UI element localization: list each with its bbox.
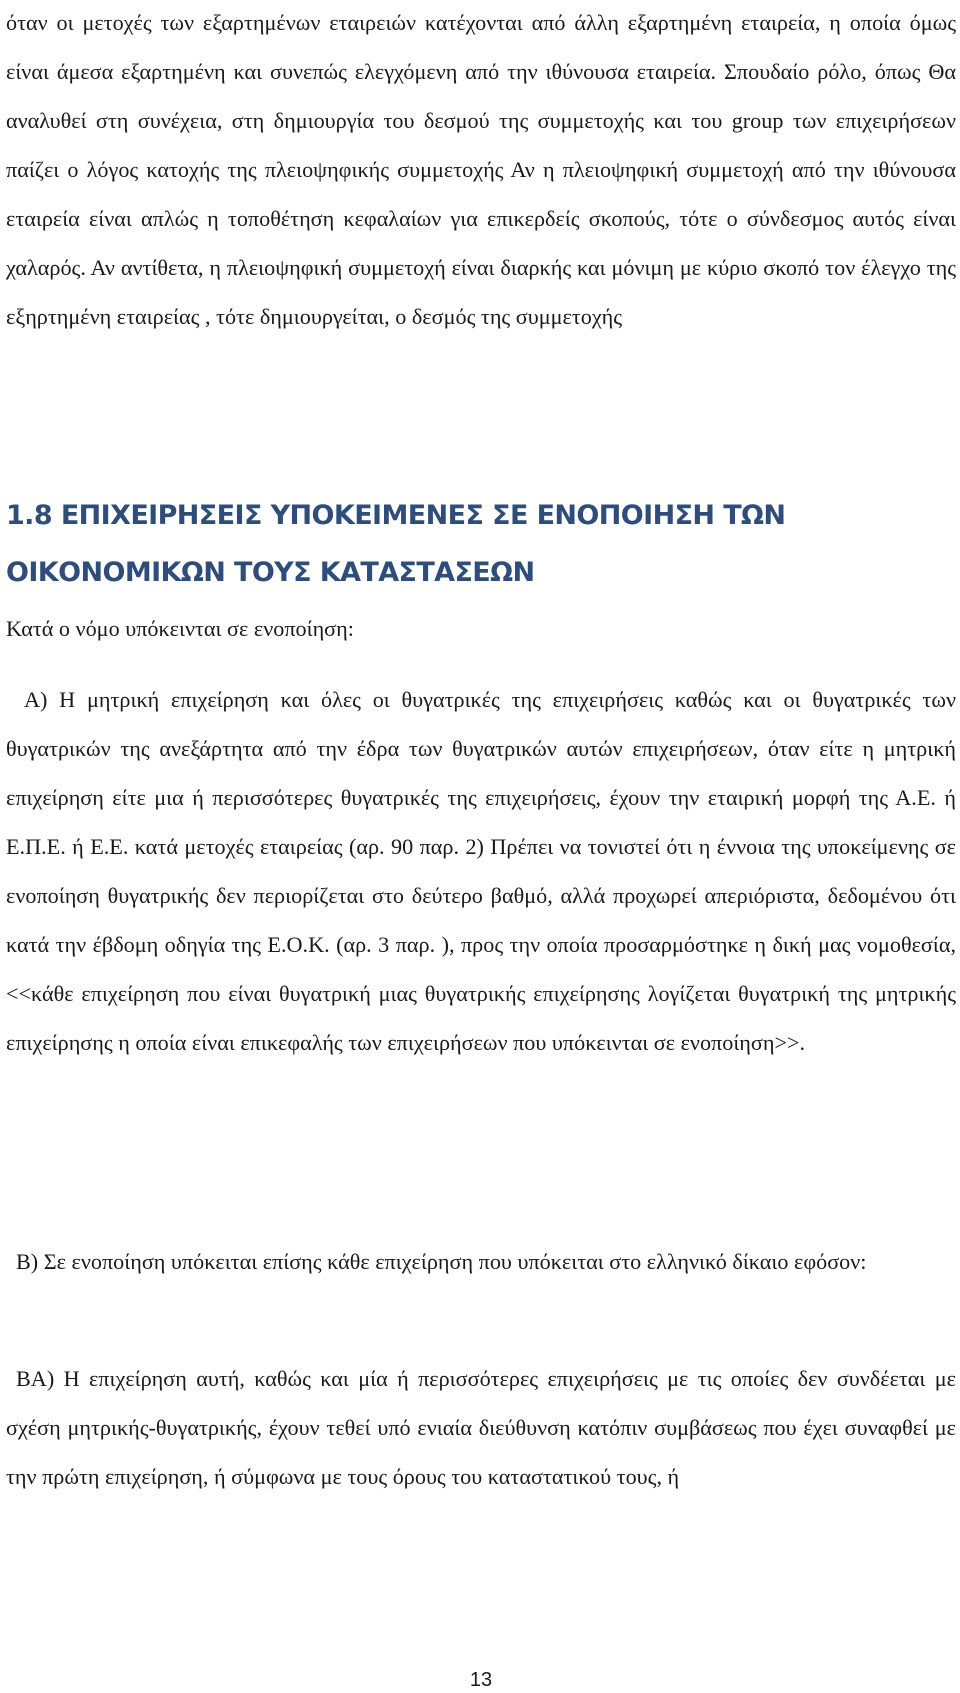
paragraph-b: Β) Σε ενοποίηση υπόκειται επίσης κάθε επιχείρηση που υπόκειται στο ελληνικό δίκαιο εφόσον: — [16, 1249, 867, 1274]
page-number: 13 — [469, 1669, 493, 1691]
paragraph-ba: ΒΑ) Η επιχείρηση αυτή, καθώς και μία ή περισσότερες επιχειρήσεις με τις οποίες δεν συνδέεται με σχέση μητρικής-θυγατρικής, έχουν τεθεί υπό ενιαία διεύθυνση κατόπιν συμβάσεως που έχει συναφθεί με την πρώτη επιχείρηση, ή σύμφωνα με τους όρους του καταστατικού τους, ή — [6, 1366, 956, 1489]
intro-paragraph: όταν οι μετοχές των εξαρτημένων εταιρειών κατέχονται από άλλη εξαρτημένη εταιρεία, η οποία όμως είναι άμεσα εξαρτημένη και συνεπώς ελεγχόμενη από την ιθύνουσα εταιρεία. Σπουδαίο ρόλο, όπως Θα αναλυθεί στη συνέχεια, στη δημιουργία του δεσμού της συμμετοχής και του group των επιχειρήσεων παίζει ο λόγος κατοχής της πλειοψηφικής συμμετοχής Αν η πλειοψηφική συμμετοχή από την ιθύνουσα εταιρεία είναι απλώς η τοποθέτηση κεφαλαίων για επικερδείς σκοπούς, τότε ο σύνδεσμος αυτός είναι χαλαρός. Αν αντίθετα, η πλειοψηφική συμμετοχή είναι διαρκής και μόνιμη με κύριο σκοπό τον έλεγχο της εξηρτημένη εταιρείας , τότε δημιουργείται, ο δεσμός της συμμετοχής — [6, 10, 956, 329]
lead-sentence: Κατά ο νόμο υπόκεινται σε ενοποίηση: — [6, 616, 354, 641]
section-heading: 1.8 ΕΠΙΧΕΙΡΗΣΕΙΣ ΥΠΟΚΕΙΜΕΝΕΣ ΣΕ ΕΝΟΠΟΙΗΣΗ ΤΩΝ ΟΙΚΟΝΟΜΙΚΩΝ ΤΟΥΣ ΚΑΤΑΣΤΑΣΕΩΝ — [6, 500, 786, 588]
document-page — [6, 0, 956, 1693]
paragraph-a: Α) Η μητρική επιχείρηση και όλες οι θυγατρικές της επιχειρήσεις καθώς και οι θυγατρικές των θυγατρικών της ανεξάρτητα από την έδρα των θυγατρικών αυτών επιχειρήσεων, όταν είτε η μητρική επιχείρηση είτε μια ή περισσότερες θυγατρικές της επιχειρήσεις, έχουν την εταιρική μορφή της Α.Ε. ή Ε.Π.Ε. ή Ε.Ε. κατά μετοχές εταιρείας (αρ. 90 παρ. 2) Πρέπει να τονιστεί ότι η έννοια της υποκείμενης σε ενοποίηση θυγατρικής δεν περιορίζεται στο δεύτερο βαθμό, αλλά προχωρεί απεριόριστα, δεδομένου ότι κατά την έβδομη οδηγία της Ε.Ο.Κ. (αρ. 3 παρ. ), προς την οποία προσαρμόστηκε η δική μας νομοθεσία, <<κάθε επιχείρηση που είναι θυγατρική μιας θυγατρικής επιχείρησης λογίζεται θυγατρική της μητρικής επιχείρησης η οποία είναι επικεφαλής των επιχειρήσεων που υπόκεινται σε ενοποίηση>>. — [6, 687, 956, 1055]
